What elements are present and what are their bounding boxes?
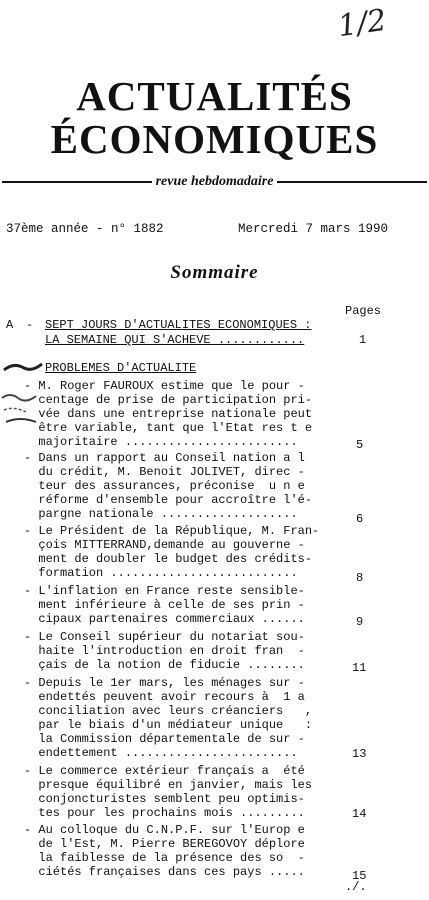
section-b-heading: PROBLEMES D'ACTUALITE xyxy=(45,361,197,375)
sommaire-heading: Sommaire xyxy=(170,262,259,283)
continuation-mark: ./. xyxy=(345,880,367,894)
item-line: tes pour les prochains mois ......... xyxy=(24,806,305,820)
section-a-marker: A xyxy=(6,318,14,332)
handwritten-page-note: 1/2 xyxy=(335,2,389,45)
item-line: ment de doubler le budget des crédits- xyxy=(24,552,313,566)
left-rule xyxy=(2,181,152,183)
list-item xyxy=(24,524,319,580)
item-line: du crédit, M. Benoit JOLIVET, direc - xyxy=(24,465,305,479)
section-a-dash: - xyxy=(26,318,34,332)
item-line: teur des assurances, préconise u n e xyxy=(24,479,305,493)
item-line: - Le Conseil supérieur du notariat sou- xyxy=(24,630,305,644)
item-page: 15 xyxy=(352,869,367,883)
item-line: de l'Est, M. Pierre BEREGOVOY déplore xyxy=(24,837,305,851)
section-a-page: 1 xyxy=(359,333,367,347)
item-line: la Commission départementale de sur - xyxy=(24,732,305,746)
item-line: majoritaire ........................ xyxy=(24,435,298,449)
item-line: - Dans un rapport au Conseil nation a l xyxy=(24,451,305,465)
item-page: 11 xyxy=(352,661,367,675)
list-item xyxy=(24,379,312,449)
item-page: 8 xyxy=(356,571,364,585)
pages-column-header: Pages xyxy=(345,304,382,318)
item-line: çois MITTERRAND,demande au gouverne - xyxy=(24,538,305,552)
item-page: 9 xyxy=(356,615,364,629)
item-line: - L'inflation en France reste sensible- xyxy=(24,584,305,598)
item-line: vée dans une entreprise nationale peut xyxy=(24,407,313,421)
item-line: - Au colloque du C.N.P.F. sur l'Europ e xyxy=(24,823,305,837)
item-line: - Le commerce extérieur français a été xyxy=(24,764,305,778)
item-line: haite l'introduction en droit fran - xyxy=(24,644,305,658)
list-item xyxy=(24,823,305,879)
list-item xyxy=(24,451,312,521)
item-page: 6 xyxy=(356,512,364,526)
item-line: çais de la notion de fiducie ........ xyxy=(24,658,305,672)
item-line: - M. Roger FAUROUX estime que le pour - xyxy=(24,379,305,393)
list-item xyxy=(24,584,305,626)
masthead-title-line2: ÉCONOMIQUES xyxy=(50,116,379,162)
item-line: endettés peuvent avoir recours à 1 a xyxy=(24,690,305,704)
subtitle: revue hebdomadaire xyxy=(155,174,274,189)
item-page: 14 xyxy=(352,807,367,821)
item-line: centage de prise de participation pri- xyxy=(24,393,313,407)
item-line: - Depuis le 1er mars, les ménages sur - xyxy=(24,676,305,690)
issue-number: 37ème année - n° 1882 xyxy=(6,222,164,236)
list-item xyxy=(24,676,312,760)
item-line: endettement ........................ xyxy=(24,746,298,760)
item-line: ment inférieure à celle de ses prin - xyxy=(24,598,305,612)
item-line: pargne nationale ................... xyxy=(24,507,298,521)
item-line: par le biais d'un médiateur unique : xyxy=(24,718,313,732)
item-line: conjoncturistes semblent peu optimis- xyxy=(24,792,305,806)
masthead-title-line1: ACTUALITÉS xyxy=(76,73,353,119)
section-a-line2-text: LA SEMAINE QUI S'ACHEVE ............ xyxy=(45,333,305,347)
item-line: réforme d'ensemble pour accroître l'é- xyxy=(24,493,313,507)
item-line: formation .......................... xyxy=(24,566,298,580)
list-item xyxy=(24,764,312,820)
item-line: ciétés françaises dans ces pays ..... xyxy=(24,865,305,879)
item-page: 13 xyxy=(352,747,367,761)
item-line: conciliation avec leurs créanciers , xyxy=(24,704,313,718)
section-a-line2 xyxy=(45,333,304,347)
subtitle-row xyxy=(2,172,427,192)
list-item xyxy=(24,630,305,672)
item-line: la faiblesse de la présence des so - xyxy=(24,851,305,865)
item-page: 5 xyxy=(356,438,364,452)
section-a-line1: SEPT JOURS D'ACTUALITES ECONOMIQUES : xyxy=(45,318,312,332)
item-line: être variable, tant que l'Etat res t e xyxy=(24,421,313,435)
item-line: cipaux partenaires commerciaux ...... xyxy=(24,612,305,626)
issue-date: Mercredi 7 mars 1990 xyxy=(238,222,389,236)
item-line: - Le Président de la République, M. Fran- xyxy=(24,524,320,538)
right-rule xyxy=(277,181,427,183)
item-line: presque équilibré en janvier, mais les xyxy=(24,778,313,792)
